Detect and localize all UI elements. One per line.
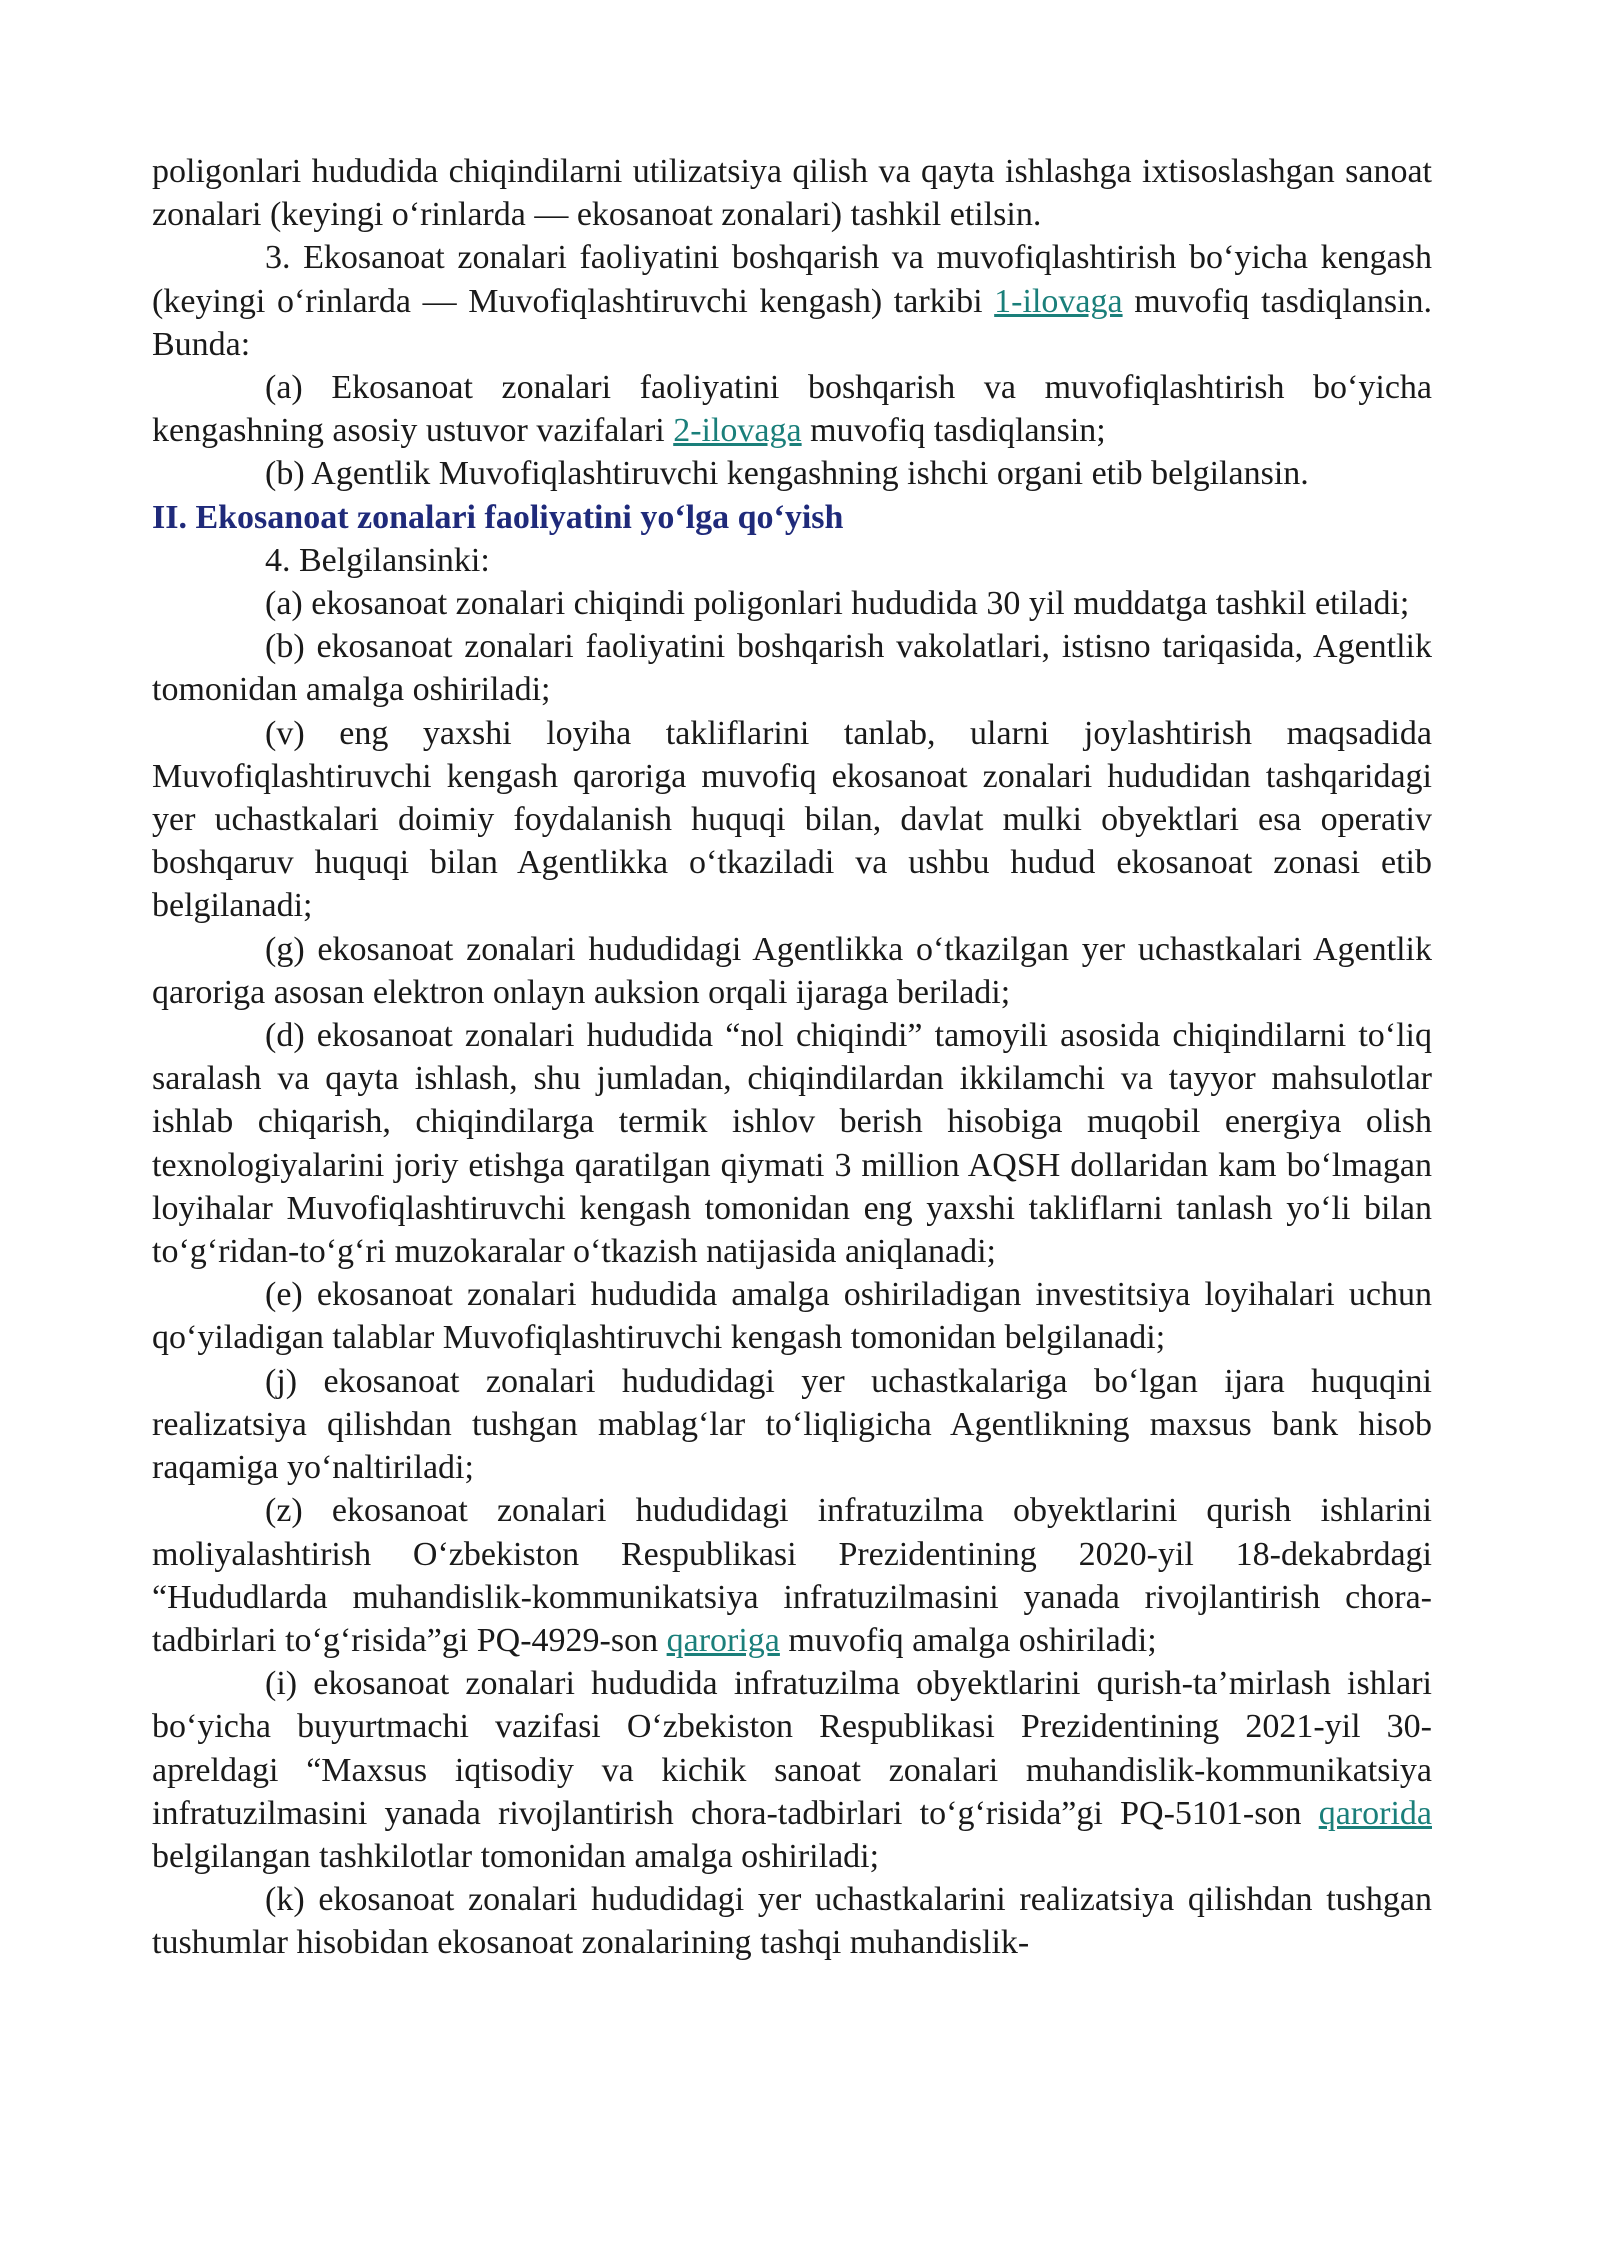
link-resolution-pq4929[interactable]: qaroriga <box>666 1621 780 1659</box>
paragraph-4z-text-end: muvofiq amalga oshiriladi; <box>779 1621 1157 1659</box>
link-resolution-pq5101[interactable]: qarorida <box>1318 1794 1432 1832</box>
section-heading: II. Ekosanoat zonalari faoliyatini yo‘lga qo‘yish <box>152 498 844 536</box>
paragraph-4i-text-end: belgilangan tashkilotlar tomonidan amalga oshiriladi; <box>152 1837 880 1875</box>
paragraph-4i <box>152 1662 1432 1878</box>
paragraph-4e: (e) ekosanoat zonalari hududida amalga oshiriladigan investitsiya loyihalari uchun qo‘yiladigan talablar Muvofiqlashtiruvchi kengash tomonidan belgilanadi; <box>152 1276 1432 1357</box>
link-appendix-2[interactable]: 2-ilovaga <box>673 412 802 450</box>
paragraph-3 <box>152 236 1432 366</box>
paragraph-4z-text: (z) ekosanoat zonalari hududidagi infratuzilma obyektlarini qurish ishlarini moliyalashtirish O‘zbekiston Respublikasi Prezidentining 2020-yil 18-dekabrdagi “Hududlarda muhandislik-kommunikatsiya infratuzilmasini yanada rivojlantirish chora-tadbirlari to‘g‘risida”gi PQ-4929-son <box>152 1492 1432 1659</box>
paragraph-4i-text: (i) ekosanoat zonalari hududida infratuzilma obyektlarini qurish-ta’mirlash ishlari bo‘yicha buyurtmachi vazifasi O‘zbekiston Respublikasi Prezidentining 2021-yil 30-apreldagi “Maxsus iqtisodiy va kichik sanoat zonalari muhandislik-kommunikatsiya infratuzilmasini yanada rivojlantirish chora-tadbirlari to‘g‘risida”gi PQ-5101-son <box>152 1665 1432 1832</box>
paragraph-4z <box>152 1489 1432 1662</box>
paragraph-4g: (g) ekosanoat zonalari hududidagi Agentlikka o‘tkazilgan yer uchastkalari Agentlik qaroriga asosan elektron onlayn auksion orqali ijaraga beriladi; <box>152 930 1432 1011</box>
paragraph-3a <box>152 366 1432 452</box>
paragraph-4v: (v) eng yaxshi loyiha takliflarini tanlab, ularni joylashtirish maqsadida Muvofiqlashtiruvchi kengash qaroriga muvofiq ekosanoat zonalari hududidan tashqaridagi yer uchastkalari doimiy foydalanish huquqi bilan, davlat mulki obyektlari esa operativ boshqaruv huquqi bilan Agentlikka o‘tkaziladi va ushbu hudud ekosanoat zonasi etib belgilanadi; <box>152 714 1432 925</box>
paragraph-4j: (j) ekosanoat zonalari hududidagi yer uchastkalariga bo‘lgan ijara huquqini realizatsiya qilishdan tushgan mablag‘lar to‘liqligicha Agentlikning maxsus bank hisob raqamiga yo‘naltiriladi; <box>152 1362 1432 1487</box>
link-appendix-1[interactable]: 1-ilovaga <box>994 282 1123 320</box>
paragraph-3-text-end: muvofiq tasdiqlansin. Bunda: <box>152 282 1432 363</box>
paragraph-3b: (b) Agentlik Muvofiqlashtiruvchi kengashning ishchi organi etib belgilansin. <box>265 455 1309 493</box>
paragraph-continuation: poligonlari hududida chiqindilarni utilizatsiya qilish va qayta ishlashga ixtisoslashgan sanoat zonalari (keyingi o‘rinlarda — ekosanoat zonalari) tashkil etilsin. <box>152 153 1432 234</box>
paragraph-4a: (a) ekosanoat zonalari chiqindi poligonlari hududida 30 yil muddatga tashkil etiladi; <box>265 585 1410 623</box>
paragraph-4k: (k) ekosanoat zonalari hududidagi yer uchastkalarini realizatsiya qilishdan tushgan tushumlar hisobidan ekosanoat zonalarining tashqi muhandislik- <box>152 1881 1432 1962</box>
paragraph-4b: (b) ekosanoat zonalari faoliyatini boshqarish vakolatlari, istisno tariqasida, Agentlik tomonidan amalga oshiriladi; <box>152 628 1432 709</box>
paragraph-4d: (d) ekosanoat zonalari hududida “nol chiqindi” tamoyili asosida chiqindilarni to‘liq saralash va qayta ishlash, shu jumladan, chiqindilardan ikkilamchi va tayyor mahsulotlar ishlab chiqarish, chiqindilarga termik ishlov berish hisobiga muqobil energiya olish texnologiyalarini joriy etishga qaratilgan qiymati 3 million AQSH dollaridan kam bo‘lmagan loyihalar Muvofiqlashtiruvchi kengash tomonidan eng yaxshi takliflarni tanlash yo‘li bilan to‘g‘ridan-to‘g‘ri muzokaralar o‘tkazish natijasida aniqlanadi; <box>152 1017 1432 1271</box>
paragraph-3a-text-end: muvofiq tasdiqlansin; <box>801 412 1106 450</box>
document-page <box>152 150 1432 1965</box>
paragraph-4: 4. Belgilansinki: <box>265 541 490 579</box>
paragraph-3a-text: (a) Ekosanoat zonalari faoliyatini boshqarish va muvofiqlashtirish bo‘yicha kengashning asosiy ustuvor vazifalari <box>152 369 1432 450</box>
paragraph-3-text: 3. Ekosanoat zonalari faoliyatini boshqarish va muvofiqlashtirish bo‘yicha kengash (keyingi o‘rinlarda — Muvofiqlashtiruvchi kengash) tarkibi <box>152 239 1432 320</box>
